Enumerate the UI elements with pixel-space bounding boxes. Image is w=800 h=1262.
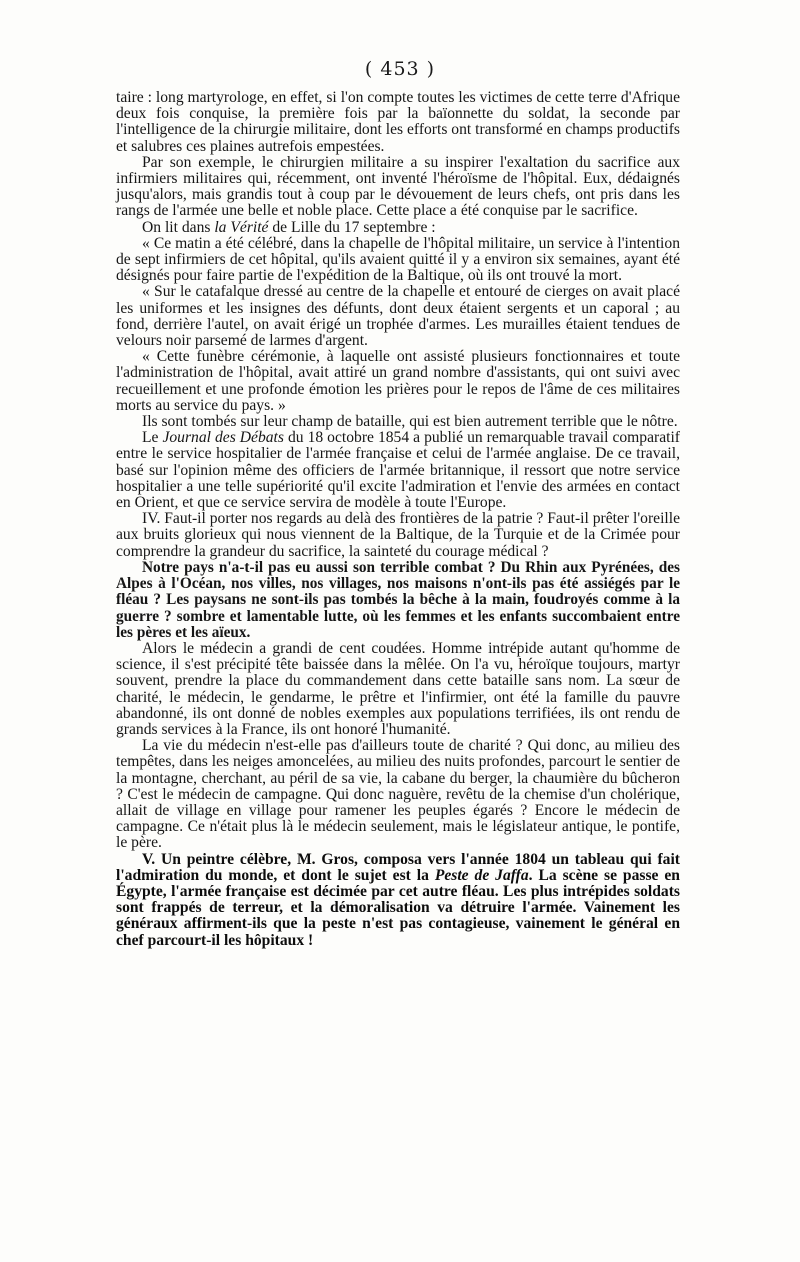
paragraph: Par son exemple, le chirurgien militaire a su inspirer l'exaltation du sacrifice aux infirmiers militaires qui, récemment, ont inventé l'héroïsme de l'hôpital. Eux, dédaignés jusqu'alors, mais grandis tout à coup par le dévouement de leurs chefs, ont pris dans les rangs de l'armée une belle et noble place. Cette place a été conquise par le sacrifice. (116, 153, 680, 220)
paragraph: taire : long martyrologe, en effet, si l'on compte toutes les victimes de cette terre d'Afrique deux fois conquise, la première fois par la baïonnette du soldat, la seconde par l'intelligence de la chirurgie militaire, dont les efforts ont transformé en champs productifs et salubres ces plaines autrefois empestées. (116, 89, 680, 155)
paragraph: Notre pays n'a-t-il pas eu aussi son terrible combat ? Du Rhin aux Pyrénées, des Alpes à l'Océan, nos villes, nos villages, nos maisons n'ont-ils pas été assiégés par le fléau ? Les paysans ne sont-ils pas tombés la bêche à la main, foudroyés comme à la guerre ? sombre et lamentable lutte, où les femmes et les enfants succombaient entre les pères et les aïeux. (116, 558, 680, 641)
painting-title: Peste de Jaffa (434, 866, 529, 884)
text-run: . La scène se passe en Égypte, l'armée française est décimée par cet autre fléau. Les plus intrépides soldats sont frappés de terreur, et la démoralisation va détruire l'armée. Vainement les généraux affirment-ils que la peste n'est pas contagieuse, vainement le général en chef parcourt-il les hôpitaux ! (116, 866, 680, 949)
section-paragraph: IV. Faut-il porter nos regards au delà des frontières de la patrie ? Faut-il prêter l'oreille aux bruits glorieux qui nous viennent de la Baltique, de la Turquie et de la Crimée pour comprendre la grandeur du sacrifice, la sainteté du courage médical ? (116, 510, 680, 560)
quoted-paragraph: « Cette funèbre cérémonie, à laquelle ont assisté plusieurs fonctionnaires et toute l'administration de l'hôpital, avait attiré un grand nombre d'assistants, qui ont suivi avec recueillement et une profonde émotion les prières pour le repos de l'âme de ces militaires morts au service du pays. » (116, 348, 680, 414)
paragraph: Ils sont tombés sur leur champ de bataille, qui est bien autrement terrible que le nôtre. (142, 413, 678, 431)
paragraph (116, 430, 680, 511)
paragraph: Alors le médecin a grandi de cent coudées. Homme intrépide autant qu'homme de science, il s'est précipité tête baissée dans la mêlée. On l'a vu, héroïque toujours, martyr souvent, prendre la place du commandement dans cette bataille sans nom. La sœur de charité, le médecin, le gendarme, le prêtre et l'infirmier, ont été la famille du pauvre abandonné, ils ont donné de nobles exemples aux populations terrifiées, ils ont rendu de grands services à la France, ils ont honoré l'humanité. (116, 639, 680, 738)
newspaper-title: Journal des Débats (162, 429, 284, 447)
text-run: V. Un peintre célèbre, M. Gros, composa vers l'année 1804 un tableau qui fait l'admiration du monde, et dont le sujet est la (116, 850, 680, 884)
section-paragraph (116, 852, 680, 949)
text-run: du 18 octobre 1854 a publié un remarquable travail comparatif entre le service hospitalier de l'armée française et celui de l'armée anglaise. De ce travail, basé sur l'opinion même des officiers de l'armée britannique, il ressort que notre service hospitalier a une telle supériorité qu'il excite l'admiration et l'envie des armées en contact en Orient, et que ce service servira de modèle à toute l'Europe. (116, 429, 680, 512)
text-run: de Lille du 17 septembre : (268, 218, 436, 236)
text-run: Le (142, 429, 163, 447)
page-number: ( 453 ) (364, 58, 436, 80)
quoted-paragraph: « Sur le catafalque dressé au centre de la chapelle et entouré de cierges on avait placé les uniformes et les insignes des défunts, dont deux étaient sergents et un caporal ; au fond, derrière l'autel, on avait érigé un trophée d'armes. Les murailles étaient tendues de velours noir parsemé de larmes d'argent. (116, 283, 680, 350)
body-text (116, 90, 680, 949)
newspaper-title: la Vérité (214, 218, 269, 236)
paragraph: La vie du médecin n'est-elle pas d'ailleurs toute de charité ? Qui donc, au milieu des tempêtes, dans les neiges amoncelées, au milieu des nuits profondes, parcourt le sentier de la montagne, cherchant, au péril de sa vie, la cabane du berger, la chaumière du bûcheron ? C'est le médecin de campagne. Qui donc naguère, revêtu de la chemise d'un cholérique, allait de village en village pour ramener les peuples égarés ? Encore le médecin de campagne. Ce n'était plus là le médecin seulement, mais le législateur antique, le pontife, le père. (116, 737, 680, 852)
quoted-paragraph: « Ce matin a été célébré, dans la chapelle de l'hôpital militaire, un service à l'intention de sept infirmiers de cet hôpital, qu'ils avaient quitté il y a environ six semaines, ayant été désignés pour faire partie de l'expédition de la Baltique, où ils ont trouvé la mort. (116, 234, 680, 285)
text-run: On lit dans (142, 218, 215, 236)
paragraph (116, 220, 680, 236)
